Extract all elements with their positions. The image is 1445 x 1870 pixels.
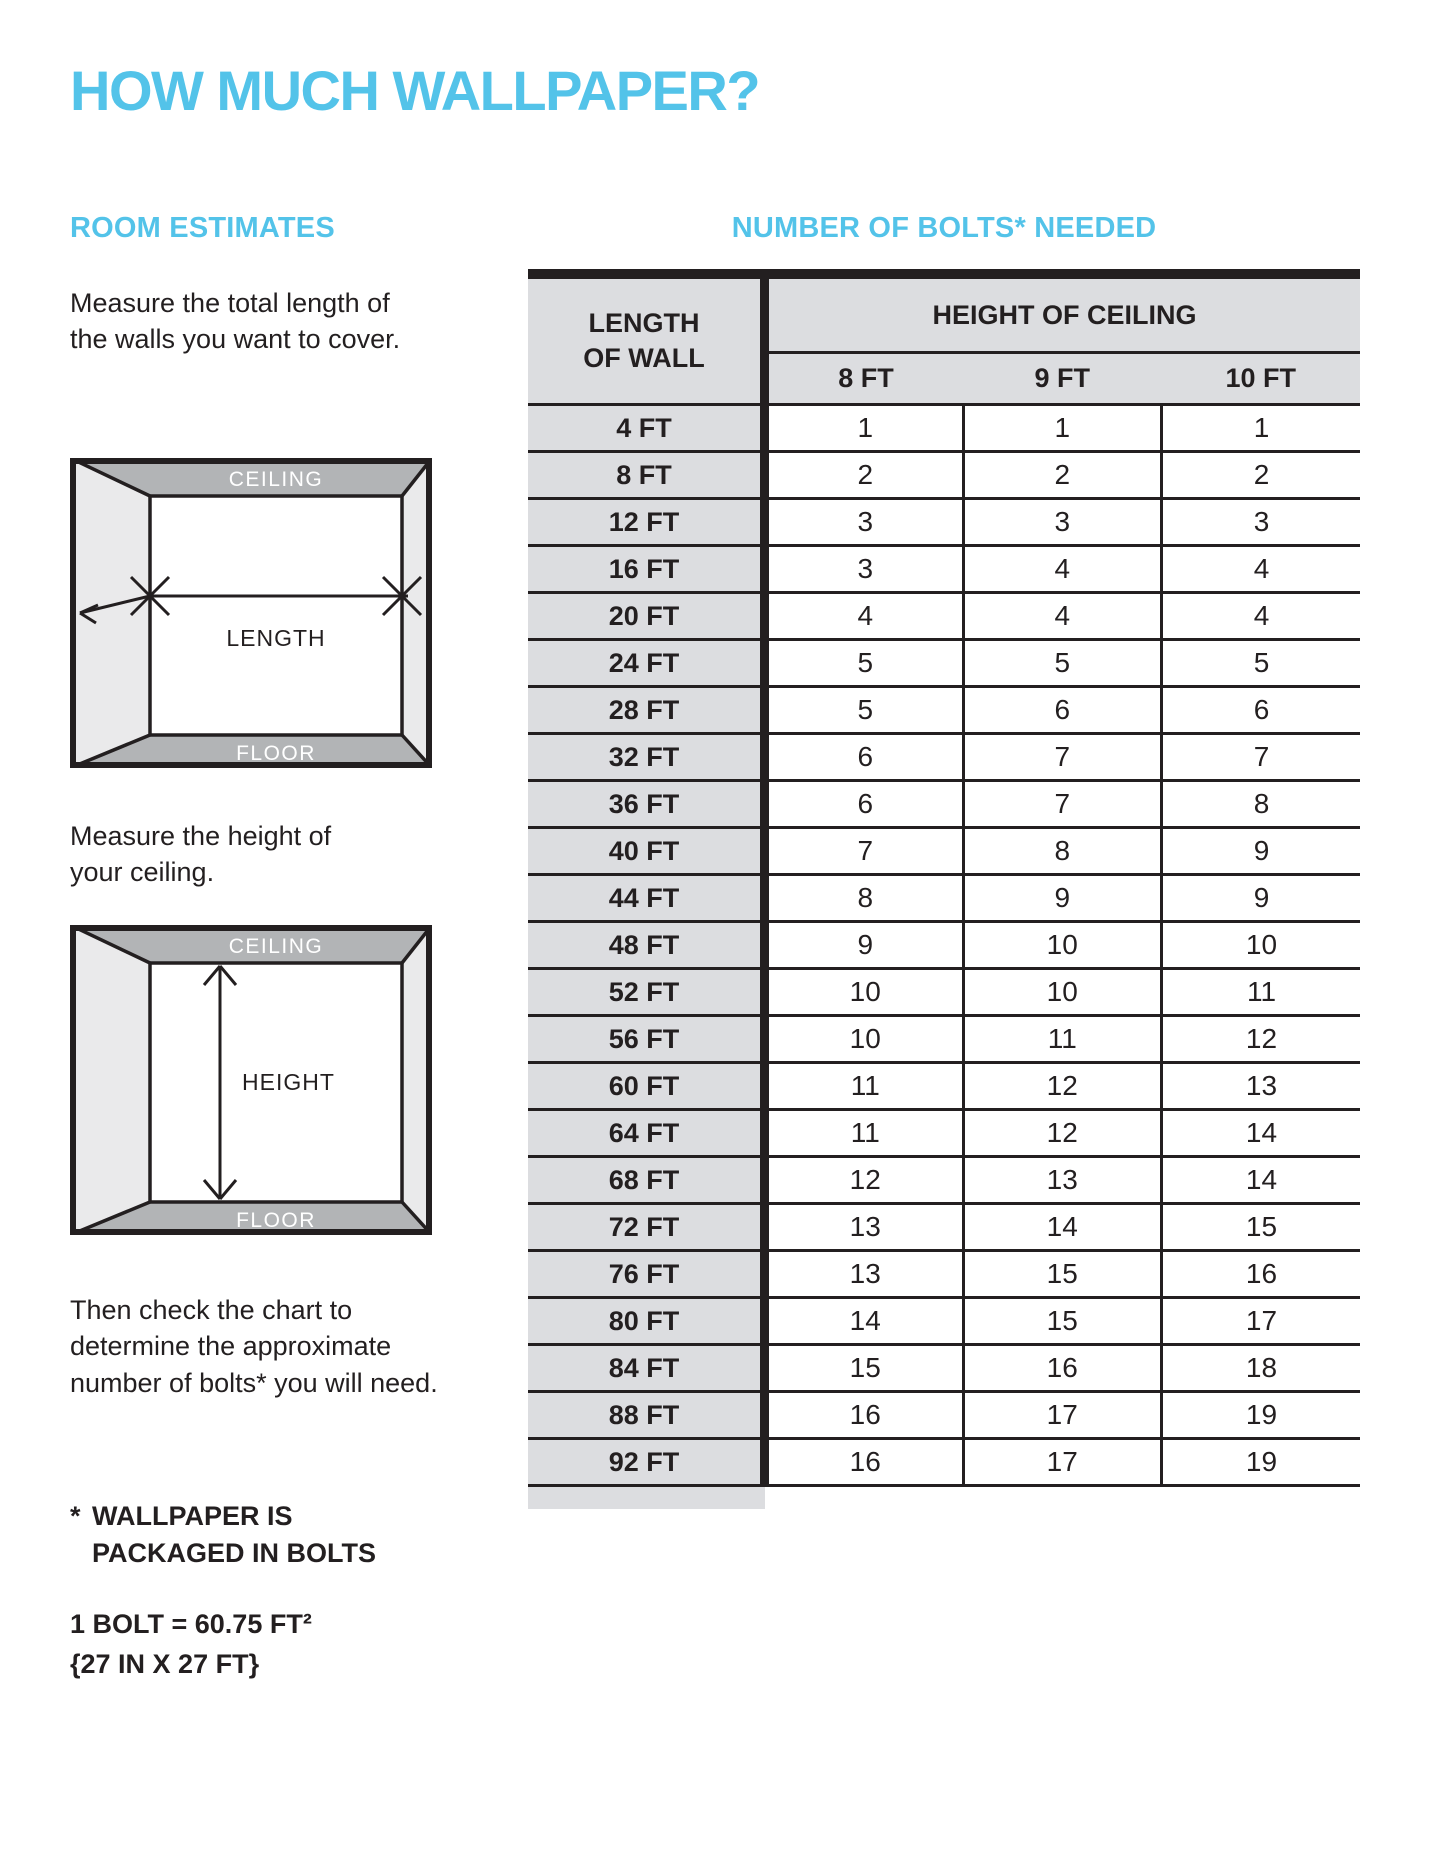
wall-length-label: 36 FT: [528, 781, 765, 828]
wall-length-label: 80 FT: [528, 1298, 765, 1345]
bolt-count-cell: 16: [963, 1345, 1162, 1392]
wall-length-label: 8 FT: [528, 452, 765, 499]
table-row: [528, 546, 1360, 593]
height-label: HEIGHT: [242, 1068, 335, 1095]
ceiling-label: CEILING: [228, 934, 324, 958]
bolt-count-cell: 5: [765, 687, 964, 734]
bolt-count-cell: 11: [765, 1110, 964, 1157]
bolt-count-cell: 14: [765, 1298, 964, 1345]
instruction-height: Measure the height of your ceiling.: [70, 820, 332, 888]
height-of-ceiling-header: HEIGHT OF CEILING: [765, 274, 1361, 353]
bolt-count-cell: 18: [1162, 1345, 1361, 1392]
bolt-count-cell: 10: [765, 969, 964, 1016]
table-row: [528, 1251, 1360, 1298]
bolt-count-cell: 11: [963, 1016, 1162, 1063]
bolts-footnote: * WALLPAPER IS PACKAGED IN BOLTS: [70, 1498, 515, 1571]
wall-length-label: 84 FT: [528, 1345, 765, 1392]
bolt-count-cell: 10: [963, 922, 1162, 969]
bolt-count-cell: 9: [963, 875, 1162, 922]
bolt-count-cell: 3: [963, 499, 1162, 546]
table-footer-stub: [528, 1486, 1360, 1510]
table-row: [528, 1298, 1360, 1345]
wall-length-label: 52 FT: [528, 969, 765, 1016]
bolt-count-cell: 6: [765, 734, 964, 781]
bolt-count-cell: 15: [963, 1298, 1162, 1345]
table-row: [528, 1439, 1360, 1486]
table-row: [528, 499, 1360, 546]
floor-label: FLOOR: [236, 1208, 316, 1232]
bolt-count-cell: 6: [1162, 687, 1361, 734]
bolt-count-cell: 13: [765, 1204, 964, 1251]
room-estimates-section: [70, 212, 515, 1685]
bolt-count-cell: 14: [963, 1204, 1162, 1251]
bolt-count-cell: 16: [1162, 1251, 1361, 1298]
bolt-count-cell: 17: [963, 1392, 1162, 1439]
bolt-count-cell: 8: [765, 875, 964, 922]
bolt-count-cell: 1: [1162, 405, 1361, 452]
bolt-count-cell: 9: [1162, 875, 1361, 922]
wall-length-label: 12 FT: [528, 499, 765, 546]
bolt-count-cell: 4: [963, 593, 1162, 640]
bolt-count-cell: 15: [1162, 1204, 1361, 1251]
column-header-9ft: 9 FT: [963, 353, 1162, 405]
bolt-count-cell: 2: [765, 452, 964, 499]
bolt-count-cell: 7: [963, 781, 1162, 828]
bolt-count-cell: 10: [963, 969, 1162, 1016]
bolt-count-cell: 15: [963, 1251, 1162, 1298]
wall-length-label: 32 FT: [528, 734, 765, 781]
table-row: [528, 1110, 1360, 1157]
wall-length-label: 20 FT: [528, 593, 765, 640]
height-room-diagram: [70, 925, 432, 1235]
bolt-count-cell: 1: [963, 405, 1162, 452]
bolt-count-cell: 12: [963, 1110, 1162, 1157]
table-row: [528, 828, 1360, 875]
bolts-needed-heading: NUMBER OF BOLTS* NEEDED: [731, 212, 1157, 244]
bolt-count-cell: 16: [765, 1439, 964, 1486]
table-row: [528, 734, 1360, 781]
table-row: [528, 875, 1360, 922]
table-header-row: [528, 274, 1360, 353]
bolt-count-cell: 9: [765, 922, 964, 969]
length-room-diagram: [70, 458, 432, 768]
page-title: HOW MUCH WALLPAPER?: [70, 59, 760, 122]
bolt-count-cell: 1: [765, 405, 964, 452]
bolt-count-cell: 2: [1162, 452, 1361, 499]
bolt-count-cell: 5: [765, 640, 964, 687]
table-row: [528, 405, 1360, 452]
bolt-count-cell: 9: [1162, 828, 1361, 875]
table-row: [528, 922, 1360, 969]
length-label: LENGTH: [226, 624, 326, 651]
bolt-count-cell: 3: [765, 499, 964, 546]
bolt-count-cell: 6: [963, 687, 1162, 734]
bolt-count-cell: 2: [963, 452, 1162, 499]
table-row: [528, 781, 1360, 828]
wall-length-label: 40 FT: [528, 828, 765, 875]
bolt-count-cell: 8: [1162, 781, 1361, 828]
bolt-count-cell: 5: [963, 640, 1162, 687]
column-header-10ft: 10 FT: [1162, 353, 1361, 405]
bolt-count-cell: 5: [1162, 640, 1361, 687]
table-row: [528, 1016, 1360, 1063]
bolt-count-cell: 13: [963, 1157, 1162, 1204]
room-illustration: [70, 458, 432, 768]
table-row: [528, 1157, 1360, 1204]
table-row: [528, 1063, 1360, 1110]
bolt-count-cell: 7: [963, 734, 1162, 781]
bolt-count-cell: 14: [1162, 1157, 1361, 1204]
table-row: [528, 593, 1360, 640]
bolt-count-cell: 8: [963, 828, 1162, 875]
wall-length-label: 56 FT: [528, 1016, 765, 1063]
bolt-count-cell: 15: [765, 1345, 964, 1392]
floor-label: FLOOR: [236, 741, 316, 765]
room-estimates-heading: ROOM ESTIMATES: [70, 212, 335, 244]
bolt-count-cell: 3: [1162, 499, 1361, 546]
bolts-table-section: [528, 212, 1360, 1509]
bolt-count-cell: 4: [963, 546, 1162, 593]
wall-length-label: 88 FT: [528, 1392, 765, 1439]
wall-length-label: 28 FT: [528, 687, 765, 734]
bolt-count-cell: 17: [963, 1439, 1162, 1486]
bolt-count-cell: 3: [765, 546, 964, 593]
bolt-definition: 1 BOLT = 60.75 FT² {27 IN X 27 FT}: [70, 1608, 312, 1680]
wall-length-label: 16 FT: [528, 546, 765, 593]
wall-length-label: 24 FT: [528, 640, 765, 687]
bolt-count-cell: 4: [1162, 593, 1361, 640]
bolt-count-cell: 10: [1162, 922, 1361, 969]
wall-length-label: 72 FT: [528, 1204, 765, 1251]
bolt-count-cell: 14: [1162, 1110, 1361, 1157]
bolt-count-cell: 19: [1162, 1392, 1361, 1439]
wall-length-label: 44 FT: [528, 875, 765, 922]
instruction-length: Measure the total length of the walls you want to cover.: [70, 288, 401, 355]
wall-length-label: 92 FT: [528, 1439, 765, 1486]
bolt-count-cell: 16: [765, 1392, 964, 1439]
bolt-count-cell: 7: [765, 828, 964, 875]
column-header-8ft: 8 FT: [765, 353, 964, 405]
wall-length-label: 64 FT: [528, 1110, 765, 1157]
bolts-table: [528, 269, 1360, 1509]
bolt-count-cell: 17: [1162, 1298, 1361, 1345]
table-row: [528, 1345, 1360, 1392]
ceiling-label: CEILING: [228, 467, 324, 491]
bolt-count-cell: 12: [963, 1063, 1162, 1110]
wall-length-label: 68 FT: [528, 1157, 765, 1204]
label-column-stub: [528, 1486, 765, 1510]
instruction-chart: Then check the chart to determine the approximate number of bolts* you will need.: [70, 1294, 438, 1398]
bolt-count-cell: 6: [765, 781, 964, 828]
wall-length-label: 60 FT: [528, 1063, 765, 1110]
table-row: [528, 640, 1360, 687]
table-row: [528, 1392, 1360, 1439]
table-row: [528, 969, 1360, 1016]
bolt-count-cell: 13: [1162, 1063, 1361, 1110]
table-row: [528, 452, 1360, 499]
bolt-count-cell: 12: [765, 1157, 964, 1204]
wall-length-label: 48 FT: [528, 922, 765, 969]
length-of-wall-header: LENGTH OF WALL: [528, 274, 765, 405]
table-row: [528, 1204, 1360, 1251]
bolt-count-cell: 13: [765, 1251, 964, 1298]
asterisk-marker: *: [70, 1501, 81, 1532]
bolt-count-cell: 4: [1162, 546, 1361, 593]
bolt-count-cell: 11: [765, 1063, 964, 1110]
bolt-count-cell: 10: [765, 1016, 964, 1063]
wall-length-label: 76 FT: [528, 1251, 765, 1298]
wall-length-label: 4 FT: [528, 405, 765, 452]
bolt-count-cell: 7: [1162, 734, 1361, 781]
bolt-count-cell: 12: [1162, 1016, 1361, 1063]
table-row: [528, 687, 1360, 734]
bolt-count-cell: 11: [1162, 969, 1361, 1016]
bolt-count-cell: 19: [1162, 1439, 1361, 1486]
bolt-count-cell: 4: [765, 593, 964, 640]
